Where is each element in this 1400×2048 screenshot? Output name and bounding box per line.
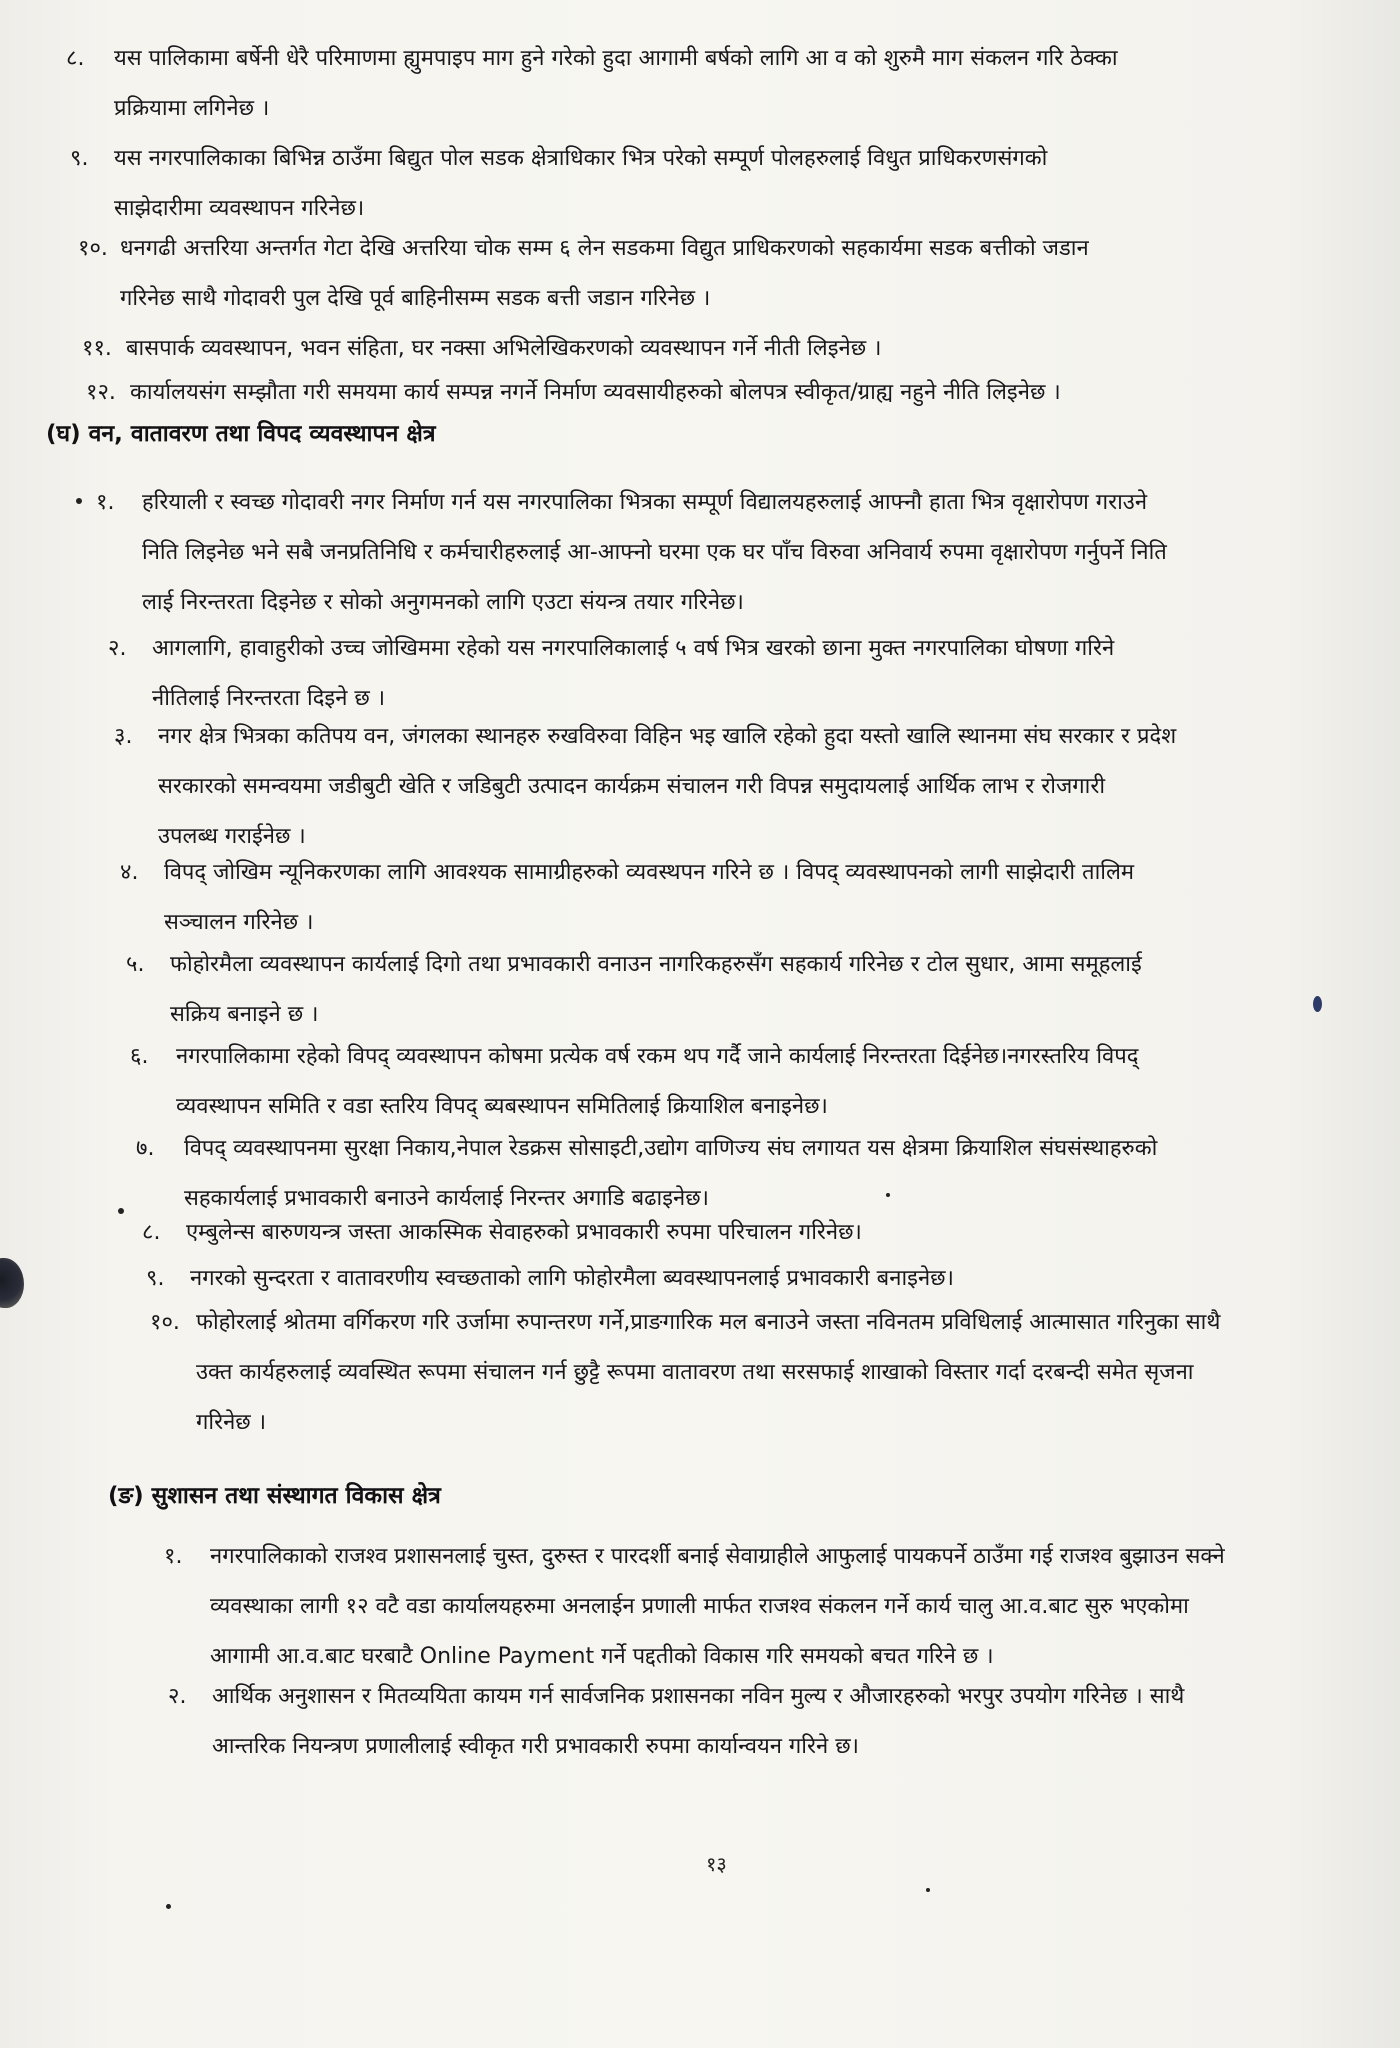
stray-dot <box>926 1888 930 1892</box>
section-heading-gha: (घ) वन, वातावरण तथा विपद व्यवस्थापन क्षेत्र <box>46 421 436 447</box>
list-item <box>70 134 1346 234</box>
item-text: यस नगरपालिकाका बिभिन्न ठाउँमा बिद्युत पोल सडक क्षेत्राधिकार भित्र परेको सम्पूर्ण पोलहरुलाई विधुत प्राधिकरणसंगको साझेदारीमा व्यवस्थापन गरिनेछ। <box>114 146 1048 221</box>
item-number: ४. <box>120 860 139 885</box>
item-text: बासपार्क व्यवस्थापन, भवन संहिता, घर नक्सा अभिलेखिकरणको व्यवस्थापन गर्ने नीती लिइनेछ । <box>126 336 882 361</box>
list-item <box>120 848 1346 948</box>
page-number: १३ <box>706 1852 727 1876</box>
item-number: ११. <box>82 336 112 361</box>
list-item <box>126 940 1346 1040</box>
item-number: ९. <box>146 1266 165 1291</box>
item-text: नगरको सुन्दरता र वातावरणीय स्वच्छताको लागि फोहोरमैला ब्यवस्थापनलाई प्रभावकारी बनाइनेछ। <box>190 1266 954 1291</box>
item-text: एम्बुलेन्स बारुणयन्त्र जस्ता आकस्मिक सेवाहरुको प्रभावकारी रुपमा परिचालन गरिनेछ। <box>186 1220 862 1245</box>
list-item <box>96 478 1346 628</box>
item-number: १२. <box>86 380 116 405</box>
item-text: विपद् व्यवस्थापनमा सुरक्षा निकाय,नेपाल रेडक्रस सोसाइटी,उद्योग वाणिज्य संघ लगायत यस क्षेत्रमा क्रियाशिल संघसंस्थाहरुको सहकार्यलाई प्रभावकारी बनाउने कार्यलाई निरन्तर अगाडि बढाइनेछ। <box>184 1136 1158 1211</box>
bullet-dot <box>76 498 82 504</box>
bullet-dot <box>118 1208 124 1214</box>
stray-dot <box>166 1904 171 1909</box>
binder-hole-mark <box>0 1258 24 1308</box>
list-item <box>164 1532 1346 1682</box>
item-text: यस पालिकामा बर्षेनी धेरै परिमाणमा ह्युमपाइप माग हुने गरेको हुदा आगामी बर्षको लागि आ व को शुरुमै माग संकलन गरि ठेक्का प्रक्रियामा लगिनेछ । <box>114 46 1118 121</box>
item-number: ८. <box>142 1220 161 1245</box>
item-number: ६. <box>130 1044 149 1069</box>
item-text: फोहोरमैला व्यवस्थापन कार्यलाई दिगो तथा प्रभावकारी वनाउन नागरिकहरुसँग सहकार्य गरिनेछ र टोल सुधार, आमा समूहलाई सक्रिय बनाइने छ । <box>170 952 1142 1027</box>
ink-smudge <box>1313 996 1322 1012</box>
item-number: ८. <box>66 46 85 71</box>
list-item <box>108 624 1346 724</box>
list-item <box>130 1032 1346 1132</box>
list-item <box>86 368 1346 418</box>
list-item <box>66 34 1346 134</box>
stray-dot <box>886 1193 890 1197</box>
item-number: १०. <box>150 1310 180 1335</box>
item-number: २. <box>168 1684 187 1709</box>
section-heading-nga: (ङ) सुशासन तथा संस्थागत विकास क्षेत्र <box>108 1483 441 1509</box>
item-text: हरियाली र स्वच्छ गोदावरी नगर निर्माण गर्न यस नगरपालिका भित्रका सम्पूर्ण विद्यालयहरुलाई आफ्नौ हाता भित्र वृक्षारोपण गराउने निति लिइनेछ भने सबै जनप्रतिनिधि र कर्मचारीहरुलाई आ-आफ्नो घरमा एक घर पाँच विरुवा अनिवार्य रुपमा वृक्षारोपण गर्नुपर्ने निति लाई निरन्तरता दिइनेछ र सोको अनुगमनको लागि एउटा संयन्त्र तयार गरिनेछ। <box>142 490 1167 615</box>
item-text: आगलागि, हावाहुरीको उच्च जोखिममा रहेको यस नगरपालिकालाई ५ वर्ष भित्र खरको छाना मुक्त नगरपालिका घोषणा गरिने नीतिलाई निरन्तरता दिइने छ । <box>152 636 1115 711</box>
item-number: १०. <box>78 236 108 261</box>
list-item <box>78 224 1346 324</box>
item-number: ९. <box>70 146 89 171</box>
item-text: कार्यालयसंग सम्झौता गरी समयमा कार्य सम्पन्न नगर्ने निर्माण व्यवसायीहरुको बोलपत्र स्वीकृत/ग्राह्य नहुने नीति लिइनेछ । <box>130 380 1061 405</box>
item-text: नगरपालिकामा रहेको विपद् व्यवस्थापन कोषमा प्रत्येक वर्ष रकम थप गर्दै जाने कार्यलाई निरन्तरता दिईनेछ।नगरस्तरिय विपद् व्यवस्थापन समिति र वडा स्तरिय विपद् ब्यबस्थापन समितिलाई क्रियाशिल बनाइनेछ। <box>176 1044 1139 1119</box>
item-number: ७. <box>136 1136 155 1161</box>
item-number: १. <box>164 1544 183 1569</box>
item-number: ५. <box>126 952 145 977</box>
item-text: नगरपालिकाको राजश्व प्रशासनलाई चुस्त, दुरुस्त र पारदर्शी बनाई सेवाग्राहीले आफुलाई पायकपर्ने ठाउँमा गई राजश्व बुझाउन सक्ने व्यवस्थाका लागी १२ वटै वडा कार्यालयहरुमा अनलाईन प्रणाली मार्फत राजश्व संकलन गर्ने कार्य चालु आ.व.बाट सुरु भएकोमा आगामी आ.व.बाट घरबाटै Online Payment गर्ने पद्दतीको विकास गरि समयको बचत गरिने छ । <box>210 1544 1225 1669</box>
list-item <box>150 1298 1346 1448</box>
list-item <box>114 712 1346 862</box>
item-text: फोहोरलाई श्रोतमा वर्गिकरण गरि उर्जामा रुपान्तरण गर्ने,प्राङगारिक मल बनाउने जस्ता नविनतम प्रविधिलाई आत्मासात गरिनुका साथै उक्त कार्यहरुलाई व्यवस्थित रूपमा संचालन गर्न छुट्टै रूपमा वातावरण तथा सरसफाई शाखाको विस्तार गर्दा दरबन्दी समेत सृजना गरिनेछ । <box>196 1310 1221 1435</box>
item-text: आर्थिक अनुशासन र मितव्ययिता कायम गर्न सार्वजनिक प्रशासनका नविन मुल्य र औजारहरुको भरपुर उपयोग गरिनेछ । साथै आन्तरिक नियन्त्रण प्रणालीलाई स्वीकृत गरी प्रभावकारी रुपमा कार्यान्वयन गरिने छ। <box>212 1684 1185 1759</box>
item-text: धनगढी अत्तरिया अन्तर्गत गेटा देखि अत्तरिया चोक सम्म ६ लेन सडकमा विद्युत प्राधिकरणको सहकार्यमा सडक बत्तीको जडान गरिनेछ साथै गोदावरी पुल देखि पूर्व बाहिनीसम्म सडक बत्ती जडान गरिनेछ । <box>120 236 1089 311</box>
item-text: विपद् जोखिम न्यूनिकरणका लागि आवश्यक सामाग्रीहरुको व्यवस्थपन गरिने छ । विपद् व्यवस्थापनको लागी साझेदारी तालिम सञ्चालन गरिनेछ । <box>164 860 1135 935</box>
list-item <box>146 1254 1346 1304</box>
item-number: २. <box>108 636 127 661</box>
item-text: नगर क्षेत्र भित्रका कतिपय वन, जंगलका स्थानहरु रुखविरुवा विहिन भइ खालि रहेको हुदा यस्तो खालि स्थानमा संघ सरकार र प्रदेश सरकारको समन्वयमा जडीबुटी खेति र जडिबुटी उत्पादन कार्यक्रम संचालन गरी विपन्न समुदायलाई आर्थिक लाभ र रोजगारी उपलब्ध गराईनेछ । <box>158 724 1177 849</box>
list-item <box>82 324 1346 374</box>
item-number: ३. <box>114 724 133 749</box>
list-item <box>168 1672 1346 1772</box>
list-item <box>142 1208 1346 1258</box>
item-number: १. <box>96 490 115 515</box>
